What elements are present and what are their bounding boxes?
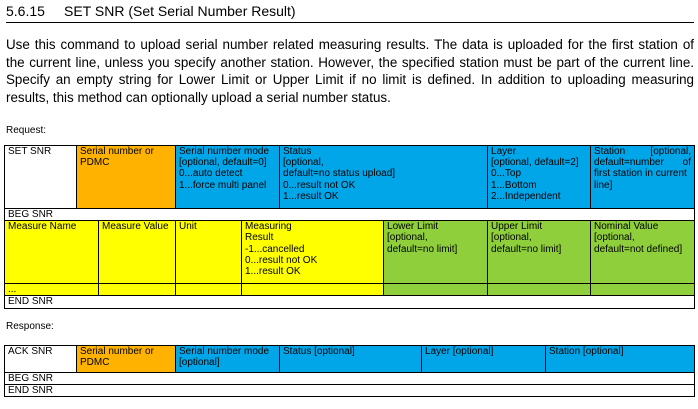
response-begin-row	[5, 373, 695, 385]
measure-row	[5, 221, 695, 284]
response-end-row	[5, 385, 695, 397]
upper-limit-cell: Upper Limit [optional, default=no limit]	[488, 221, 591, 284]
end-marker: END SNR	[5, 296, 695, 308]
request-begin-row	[5, 209, 695, 221]
serial-mode-cell: Serial number mode [optional, default=0] 0...auto detect 1...force multi panel	[176, 146, 280, 209]
request-command-cell: SET SNR	[5, 146, 77, 209]
ellipsis-row	[5, 284, 695, 296]
nominal-value-cell: Nominal Value [optional, default=not defined]	[591, 221, 695, 284]
response-begin-marker: BEG SNR	[5, 373, 695, 385]
measure-value-cell: Measure Value	[99, 221, 176, 284]
layer-cell: Layer [optional, default=2] 0...Top 1...Bottom 2...Independent	[488, 146, 591, 209]
ellipsis-cell: ...	[5, 284, 99, 296]
request-table	[4, 145, 695, 309]
intro-text: Use this command to upload serial number related measuring results. The data is uploaded for the first station of the current line, unless you specify another station. However, the specified station must be part of the current line. Specify an empty string for Lower Limit or Upper Limit if no limit is defined. In addition to uploading measuring results, this method can optionally upload a serial number status.	[6, 37, 694, 105]
section-number: 5.6.15	[6, 3, 45, 19]
measuring-result-cell: Measuring Result -1...cancelled 0...result not OK 1...result OK	[242, 221, 384, 284]
section-title: SET SNR (Set Serial Number Result)	[64, 3, 296, 19]
station-cell: Station [optional, default=number of first station in current line]	[591, 146, 695, 209]
request-label: Request:	[6, 125, 47, 136]
response-table	[4, 345, 695, 397]
unit-cell: Unit	[176, 221, 242, 284]
section-heading	[6, 2, 694, 23]
response-station-cell: Station [optional]	[546, 346, 695, 373]
begin-marker: BEG SNR	[5, 209, 695, 221]
lower-limit-cell: Lower Limit [optional, default=no limit]	[384, 221, 488, 284]
response-status-cell: Status [optional]	[280, 346, 422, 373]
serial-number-cell: Serial number or PDMC	[77, 146, 176, 209]
response-end-marker: END SNR	[5, 385, 695, 397]
response-command-row	[5, 346, 695, 373]
response-command-cell: ACK SNR	[5, 346, 77, 373]
intro-paragraph	[6, 36, 694, 106]
response-mode-cell: Serial number mode [optional]	[176, 346, 280, 373]
request-end-row	[5, 296, 695, 308]
response-layer-cell: Layer [optional]	[422, 346, 546, 373]
status-cell: Status [optional, default=no status upload] 0...result not OK 1...result OK	[280, 146, 488, 209]
response-serial-cell: Serial number or PDMC	[77, 346, 176, 373]
response-label: Response:	[6, 321, 54, 332]
measure-name-cell: Measure Name	[5, 221, 99, 284]
request-command-row	[5, 146, 695, 209]
